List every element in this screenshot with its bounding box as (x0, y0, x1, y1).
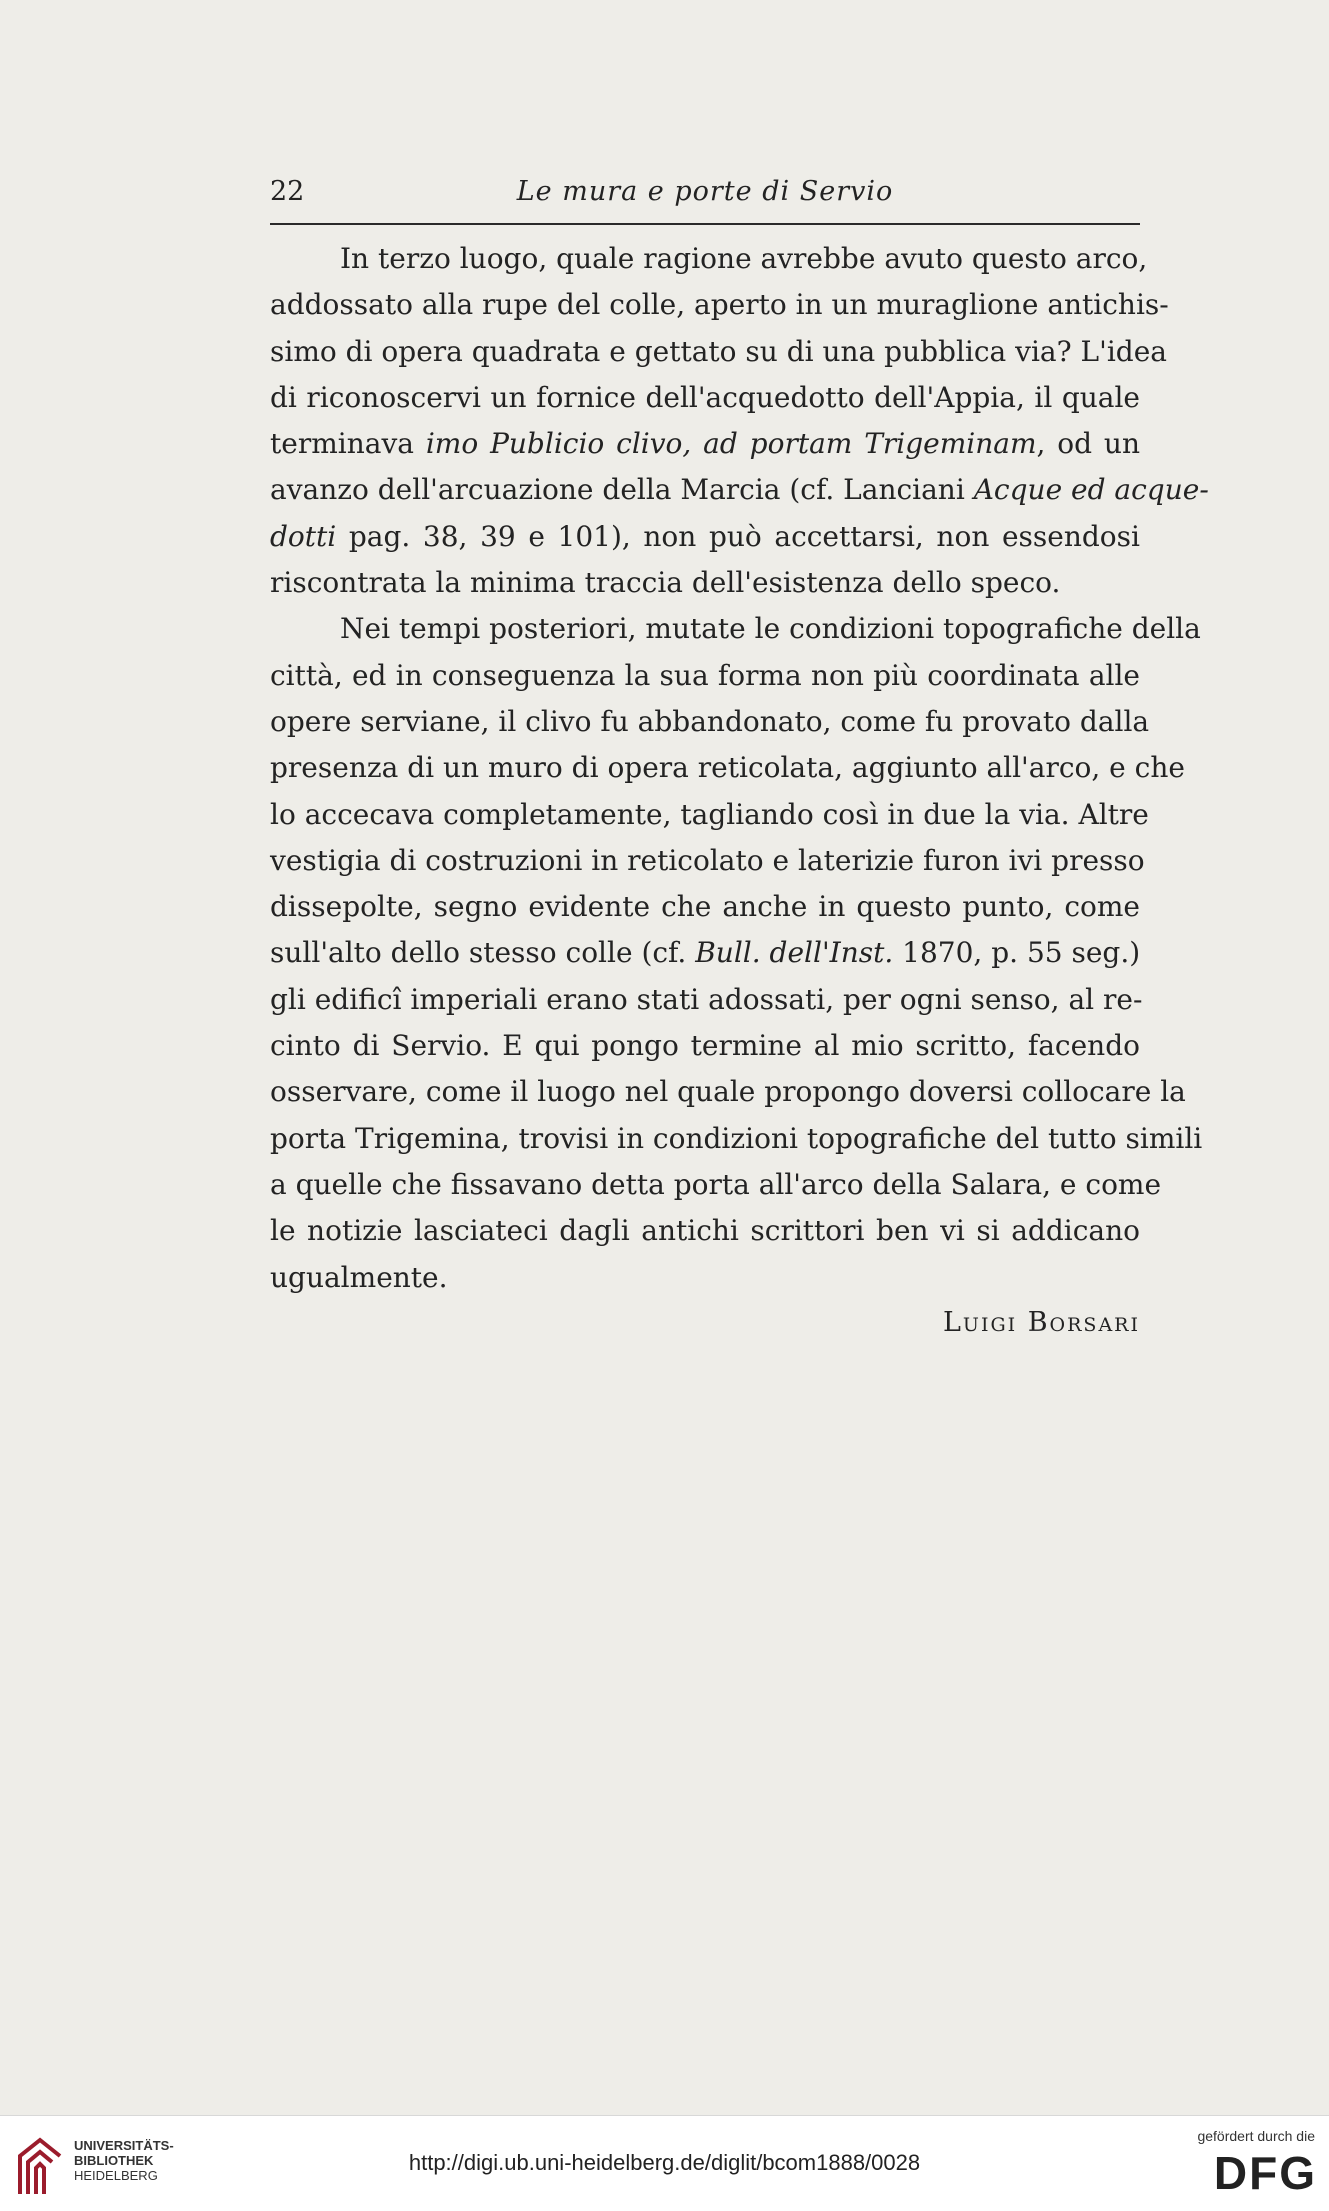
text-line (270, 1069, 1186, 1115)
text-run: gli edificî imperiali erano stati adossati, per ogni senso, al re- (270, 982, 1143, 1016)
text-run: vestigia di costruzioni in reticolato e laterizie furon ivi presso (270, 843, 1145, 877)
text-run: di riconoscervi un fornice dell'acquedotto dell'Appia, il quale (270, 380, 1140, 414)
text-run: In terzo luogo, quale ragione avrebbe avuto questo arco, (340, 242, 1148, 275)
text-line (270, 838, 1145, 884)
text-line (270, 1116, 1203, 1162)
text-run: osservare, come il luogo nel quale propongo doversi collocare la (270, 1075, 1186, 1109)
italic-text: Acque ed acque- (973, 473, 1209, 507)
text-line (270, 884, 1140, 930)
text-run: presenza di un muro di opera reticolata, aggiunto all'arco, e che (270, 751, 1185, 785)
text-run: ugualmente. (270, 1260, 448, 1294)
text-run: cinto di Servio. E qui pongo termine al mio scritto, facendo (270, 1029, 1140, 1063)
text-line (270, 977, 1143, 1023)
text-run: simo di opera quadrata e gettato su di una pubblica via? L'idea (270, 334, 1167, 368)
text-line (270, 421, 1140, 467)
text-run: a quelle che fissavano detta porta all'arco della Salara, e come (270, 1167, 1162, 1201)
body-text (270, 236, 1209, 1301)
text-line (270, 1208, 1140, 1254)
italic-text: imo Publicio clivo, ad portam Trigeminam (425, 427, 1037, 461)
text-line (270, 282, 1169, 328)
text-run: terminava (270, 427, 426, 461)
text-line (270, 930, 1140, 976)
permalink-url[interactable]: http://digi.ub.uni-heidelberg.de/diglit/bcom1888/0028 (408, 2150, 921, 2175)
text-line (270, 699, 1150, 745)
text-run: opere serviane, il clivo fu abbandonato, come fu provato dalla (270, 704, 1150, 738)
text-run: riscontrata la minima traccia dell'esistenza dello speco. (270, 566, 1061, 600)
italic-text: Bull. dell'Inst. (695, 936, 894, 970)
running-title: Le mura e porte di Servio (516, 176, 894, 207)
text-line (270, 514, 1140, 560)
text-line (270, 1023, 1140, 1069)
text-line (270, 1255, 1140, 1301)
dfg-logo: DFG (1213, 2147, 1317, 2199)
text-run: Nei tempi posteriori, mutate le condizioni topografiche della (340, 612, 1201, 646)
text-line (270, 653, 1140, 699)
text-line (270, 606, 1201, 652)
text-line (270, 329, 1167, 375)
text-run: , od un (1036, 427, 1140, 461)
text-line (270, 375, 1140, 421)
text-line (270, 792, 1149, 838)
text-line (270, 560, 1140, 606)
text-run: pag. 38, 39 e 101), non può accettarsi, non essendosi (336, 519, 1140, 553)
text-run: porta Trigemina, trovisi in condizioni topografiche del tutto simili (270, 1121, 1203, 1155)
library-name-line: HEIDELBERG (74, 2168, 158, 2183)
text-run: addossato alla rupe del colle, aperto in un muraglione antichis- (270, 288, 1169, 322)
page-number: 22 (270, 176, 305, 207)
funding-caption: gefördert durch die (1197, 2128, 1315, 2144)
header-rule (270, 223, 1140, 225)
running-head (270, 176, 1140, 216)
library-name-line: BIBLIOTHEK (74, 2153, 154, 2168)
text-run: avanzo dell'arcuazione della Marcia (cf. Lanciani (270, 473, 974, 507)
footer-bar (0, 2115, 1329, 2211)
text-run: lo accecava completamente, tagliando così in due la via. Altre (270, 797, 1149, 831)
text-run: le notizie lasciateci dagli antichi scrittori ben vi si addicano (270, 1214, 1140, 1248)
text-run: 1870, p. 55 seg.) (893, 936, 1141, 970)
text-line (270, 236, 1148, 282)
text-line (270, 745, 1185, 791)
author-signature: Luigi Borsari (943, 1307, 1140, 1338)
text-line (270, 1162, 1162, 1208)
italic-text: dotti (270, 519, 337, 553)
text-line (270, 467, 1209, 513)
text-run: sull'alto dello stesso colle (cf. (270, 936, 696, 970)
text-run: città, ed in conseguenza la sua forma non più coordinata alle (270, 658, 1140, 692)
text-run: dissepolte, segno evidente che anche in questo punto, come (270, 890, 1140, 924)
library-name-line: UNIVERSITÄTS- (74, 2138, 174, 2153)
